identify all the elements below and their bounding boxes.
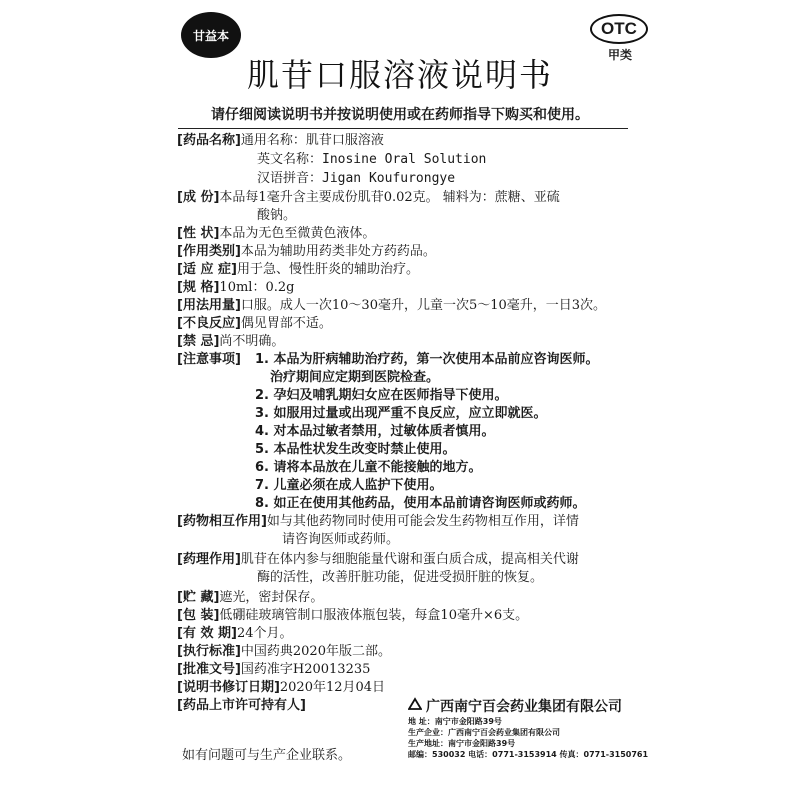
page-title: 肌苷口服溶液说明书: [246, 56, 553, 94]
divider: [178, 128, 628, 129]
section-label: [贮 藏]: [177, 590, 220, 605]
section-text: 本品每1毫升含主要成份肌苷0.02克。 辅料为：蔗糖、亚硫: [219, 190, 560, 205]
section-adverse: [177, 315, 332, 332]
section-storage: [177, 589, 323, 606]
precaution-item: 3. 如服用过量或出现严重不良反应，应立即就医。: [255, 406, 547, 421]
section-approval: [177, 661, 370, 678]
section-text: 肌苷在体内参与细胞能量代谢和蛋白质合成，提高相关代谢: [240, 552, 579, 567]
precaution-item: 7. 儿童必须在成人监护下使用。: [255, 478, 443, 493]
section-text: 遮光，密封保存。: [219, 590, 324, 605]
section-text: 中国药典2020年版二部。: [240, 644, 391, 659]
otc-class-label: 甲类: [608, 48, 633, 62]
section-validity: [177, 625, 292, 642]
section-text: 10ml：0.2g: [219, 280, 295, 295]
section-label: [有 效 期]: [177, 626, 237, 641]
company-logo-icon: 甘益本: [181, 12, 241, 58]
manufacturer-address: 地 址：南宁市金阳路39号: [408, 717, 502, 726]
manufacturer-name: 广西南宁百会药业集团有限公司: [426, 699, 622, 715]
section-text: 2020年12月04日: [279, 680, 386, 695]
section-label: [禁 忌]: [177, 334, 220, 349]
section-pharmacology: [177, 551, 579, 568]
section-holder: [177, 697, 306, 714]
english-name: 英文名称：Inosine Oral Solution: [257, 152, 487, 167]
section-text-cont: 请咨询医师或药师。: [282, 532, 400, 547]
manufacturer-logo-icon: [408, 697, 422, 711]
precaution-item: 2. 孕妇及哺乳期妇女应在医师指导下使用。: [255, 388, 508, 403]
section-spec: [177, 279, 294, 296]
section-text: 国药准字H20013235: [240, 662, 371, 677]
precaution-item: 5. 本品性状发生改变时禁止使用。: [255, 442, 456, 457]
section-dosage: [177, 297, 606, 314]
section-label: [说明书修订日期]: [177, 680, 280, 695]
section-text: 24个月。: [236, 626, 293, 641]
section-standard: [177, 643, 391, 660]
section-ingredients: [177, 189, 560, 206]
section-label: [不良反应]: [177, 316, 241, 331]
section-label: [药品名称]: [177, 133, 241, 148]
section-revision: [177, 679, 385, 696]
manufacturer-contact: 邮编：530032 电话：0771-3153914 传真：0771-3150761: [408, 750, 649, 759]
section-contraindications: [177, 333, 284, 350]
section-label: [作用类别]: [177, 244, 241, 259]
precaution-item: 治疗期间应定期到医院检查。: [270, 370, 440, 385]
section-text: 本品为无色至微黄色液体。: [219, 226, 376, 241]
section-label: [包 装]: [177, 608, 220, 623]
section-label: [药品上市许可持有人]: [177, 698, 306, 713]
precaution-item: 8. 如正在使用其他药品，使用本品前请咨询医师或药师。: [255, 496, 586, 511]
section-text: 尚不明确。: [219, 334, 285, 349]
section-label: [药理作用]: [177, 552, 241, 567]
section-drug-name: [177, 132, 384, 149]
section-label: [注意事项]: [177, 352, 241, 367]
section-text: 口服。成人一次10～30毫升，儿童一次5～10毫升，一日3次。: [240, 298, 607, 313]
section-text-cont: 酶的活性，改善肝脏功能，促进受损肝脏的恢复。: [257, 570, 544, 585]
section-label: [执行标准]: [177, 644, 241, 659]
section-text: 如与其他药物同时使用可能会发生药物相互作用，详情: [266, 514, 579, 529]
section-text-cont: 酸钠。: [257, 208, 297, 223]
usage-warning: 请仔细阅读说明书并按说明使用或在药师指导下购买和使用。: [211, 107, 589, 123]
section-label: [规 格]: [177, 280, 220, 295]
footer-note: 如有问题可与生产企业联系。: [182, 748, 352, 763]
section-label: [药物相互作用]: [177, 514, 267, 529]
precaution-item: 4. 对本品过敏者禁用，过敏体质者慎用。: [255, 424, 495, 439]
section-label: [适 应 症]: [177, 262, 237, 277]
section-label: [用法用量]: [177, 298, 241, 313]
section-category: [177, 243, 436, 260]
precaution-item: 1. 本品为肝病辅助治疗药，第一次使用本品前应咨询医师。: [255, 352, 599, 367]
section-label: [批准文号]: [177, 662, 241, 677]
section-package: [177, 607, 528, 624]
section-text: 偶见胃部不适。: [240, 316, 332, 331]
generic-name: 通用名称：肌苷口服溶液: [240, 133, 384, 148]
section-interactions: [177, 513, 579, 530]
precaution-item: 6. 请将本品放在儿童不能接触的地方。: [255, 460, 482, 475]
section-label: [成 份]: [177, 190, 220, 205]
section-indications: [177, 261, 419, 278]
manufacturer-producer: 生产企业：广西南宁百会药业集团有限公司: [408, 728, 560, 737]
section-appearance: [177, 225, 375, 242]
section-text: 用于急、慢性肝炎的辅助治疗。: [236, 262, 419, 277]
section-text: 低硼硅玻璃管制口服液体瓶包装，每盒10毫升×6支。: [219, 608, 529, 623]
otc-badge-icon: OTC: [590, 14, 648, 44]
manufacturer-prod-address: 生产地址：南宁市金阳路39号: [408, 739, 516, 748]
section-text: 本品为辅助用药类非处方药药品。: [240, 244, 436, 259]
section-label: [性 状]: [177, 226, 220, 241]
section-precautions: [177, 351, 241, 368]
pinyin-name: 汉语拼音：Jigan Koufurongye: [257, 171, 456, 186]
